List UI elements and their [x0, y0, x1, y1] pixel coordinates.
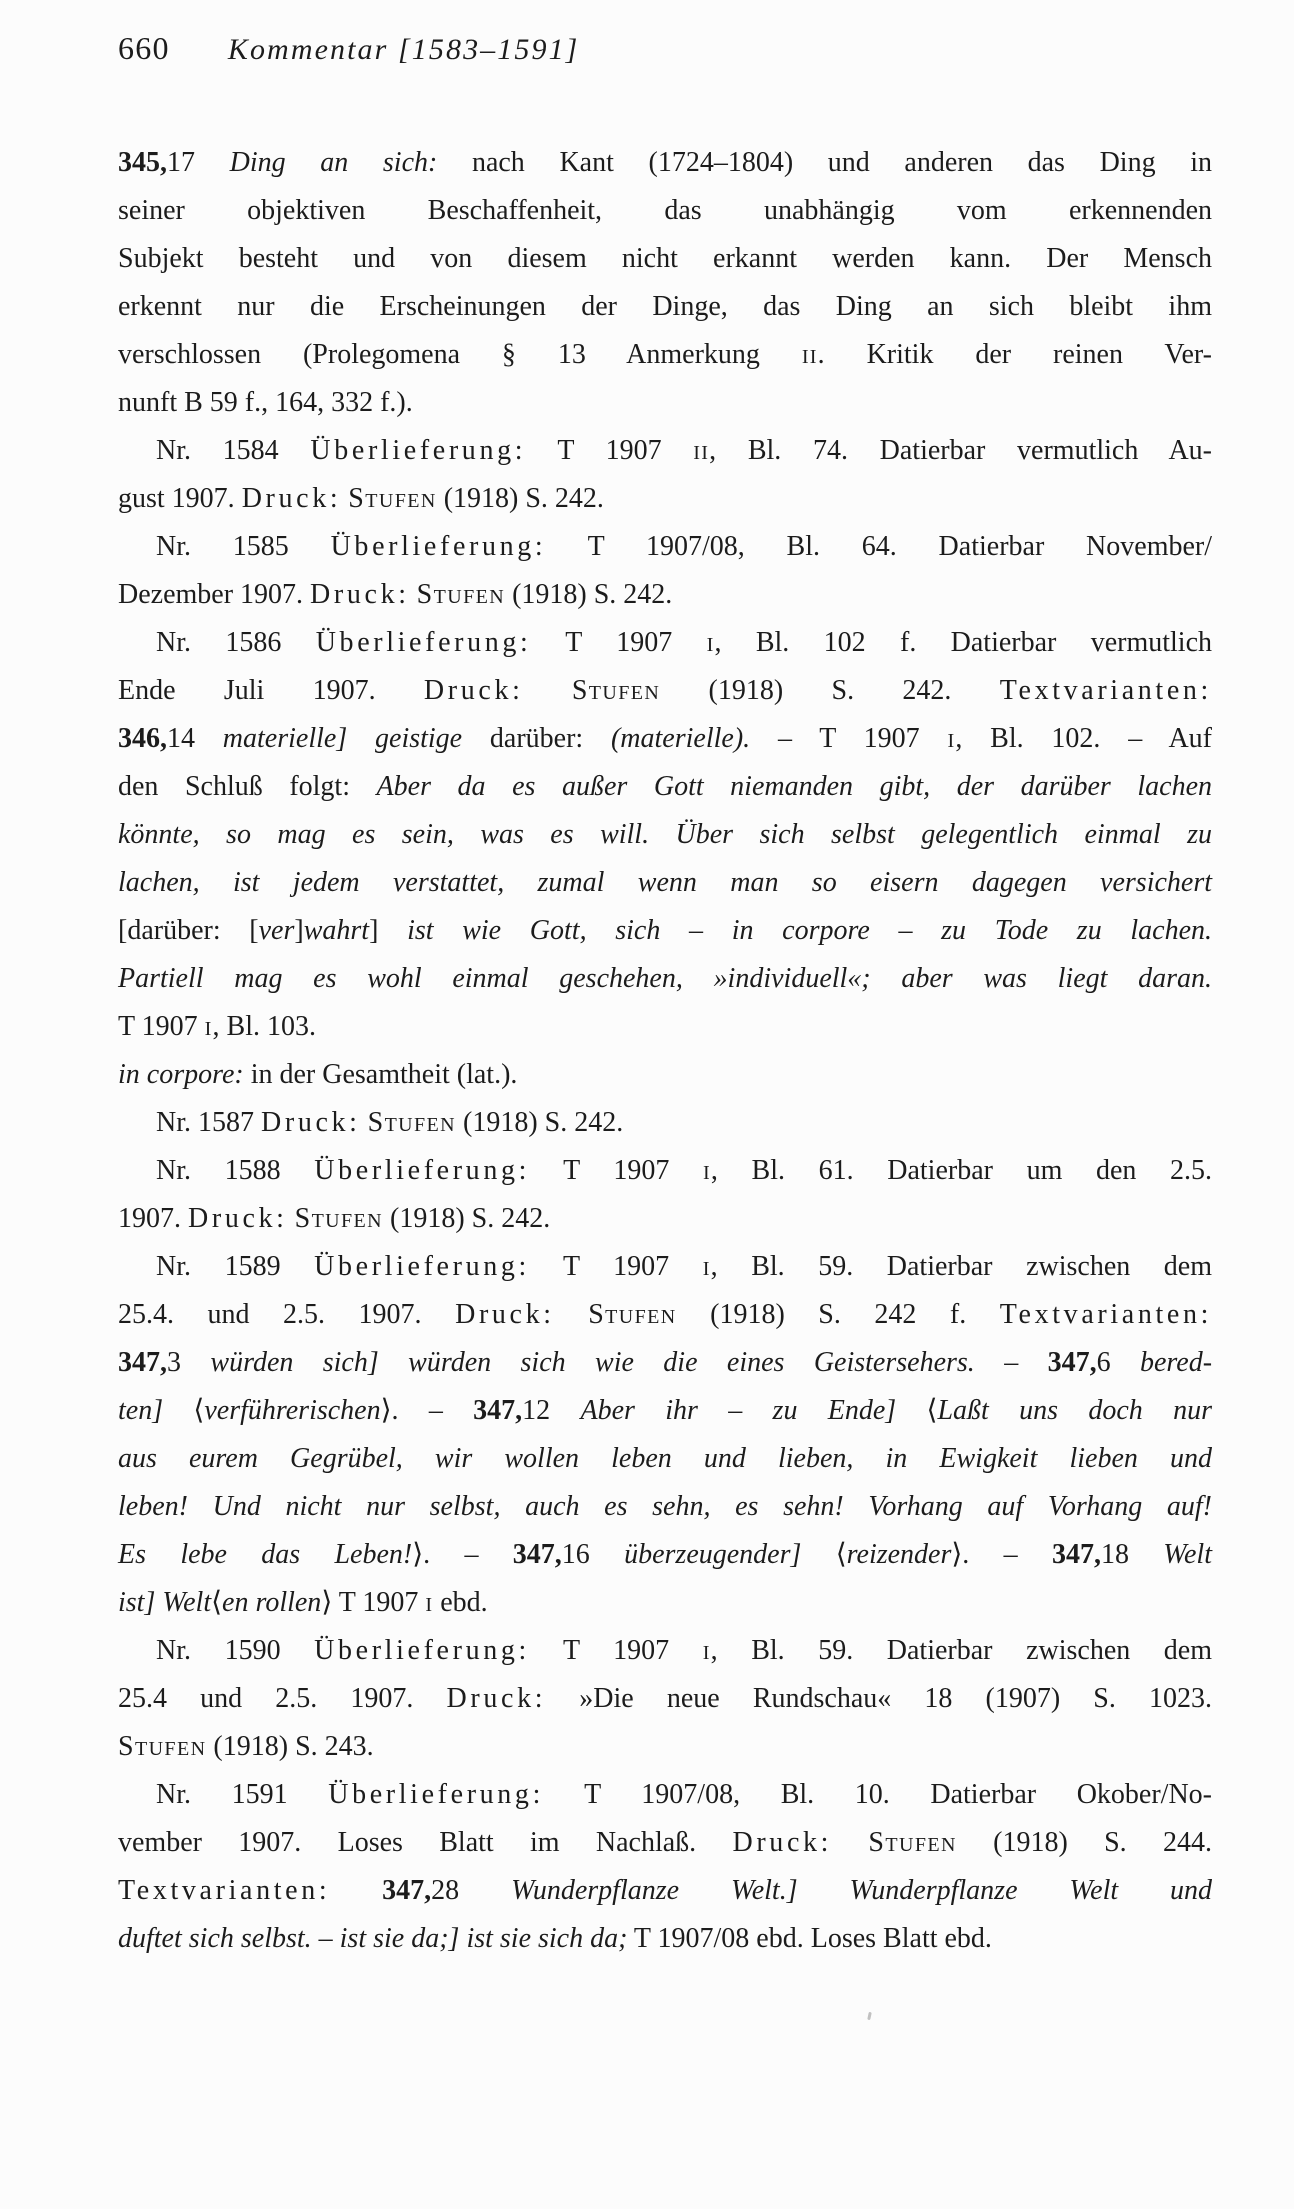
text-run-n: Nr. 1585	[156, 531, 331, 562]
text-line	[118, 1675, 1212, 1723]
text-line	[118, 1051, 1212, 1099]
text-run-i: geistige	[375, 723, 463, 754]
text-run-i: würden sich]	[210, 1347, 379, 1378]
text-run-n: Nr. 1590	[156, 1635, 315, 1666]
text-line	[118, 427, 1212, 475]
text-run-sp: Druck:	[455, 1299, 555, 1330]
text-line	[118, 1339, 1212, 1387]
text-run-rn: I	[425, 1594, 434, 1616]
text-line	[118, 1819, 1212, 1867]
text-run-b: 347,	[512, 1539, 562, 1570]
text-line	[118, 283, 1212, 331]
text-run-i: wahrt	[303, 915, 370, 946]
text-run-n: ⟩. –	[380, 1395, 474, 1426]
text-line	[118, 715, 1212, 763]
text-run-n: T 1907/08, Bl. 10. Datierbar Okober/No-	[544, 1779, 1212, 1810]
text-line	[118, 1723, 1212, 1771]
text-line	[118, 1627, 1212, 1675]
text-run-i: Wunderpflanze Welt.]	[511, 1875, 798, 1906]
text-run-i: Aber da es außer Gott niemanden gibt, der darüber lachen	[376, 771, 1212, 802]
text-block	[118, 139, 1212, 1963]
text-run-sc: Stufen	[588, 1299, 677, 1330]
text-run-i: überzeugender]	[624, 1539, 802, 1570]
text-run-n: 28	[431, 1875, 512, 1906]
text-run-n: ]	[369, 915, 408, 946]
text-run-n: – T 1907	[750, 723, 948, 754]
text-run-sc: Stufen	[416, 579, 506, 610]
text-run-n: Nr. 1591	[156, 1779, 329, 1810]
text-line	[118, 763, 1212, 811]
text-run-n: , Bl. 102 f. Datierbar vermutlich	[714, 627, 1213, 658]
text-run-i: bered-	[1140, 1347, 1213, 1378]
text-line	[118, 1387, 1212, 1435]
text-run-i: Es lebe das Leben!	[118, 1539, 413, 1570]
text-run-n: erkennt nur die Erscheinungen der Dinge, das Ding an sich bleibt ihm	[118, 291, 1212, 322]
text-run-i: ver	[258, 915, 295, 946]
text-run-n: Ende Juli 1907.	[118, 675, 424, 706]
text-run-rn: I	[702, 1258, 711, 1280]
text-run-n	[288, 1203, 295, 1234]
text-run-n: (1918) S. 243.	[206, 1731, 374, 1762]
text-run-n	[379, 1347, 408, 1378]
text-run-n: 3	[167, 1347, 211, 1378]
text-run-sc: Stufen	[348, 483, 437, 514]
text-line	[118, 1195, 1212, 1243]
text-run-n	[361, 1107, 368, 1138]
text-run-i: (materielle).	[610, 723, 751, 754]
text-run-n	[832, 1827, 868, 1858]
text-run-sp: Überlieferung:	[314, 1251, 530, 1282]
text-run-sp: Druck:	[732, 1827, 833, 1858]
text-run-sp: Druck:	[241, 483, 342, 514]
text-line	[118, 955, 1212, 1003]
text-line	[118, 1579, 1212, 1627]
scan-speck	[867, 2012, 872, 2020]
text-run-b: 345,	[118, 147, 167, 178]
text-run-n: Nr. 1589	[156, 1251, 315, 1282]
text-run-i: Partiell mag es wohl einmal geschehen, »individuell«; aber was liegt daran.	[118, 963, 1212, 994]
text-run-n: (1918) S. 242.	[505, 579, 673, 610]
text-run-sp: Überlieferung:	[314, 1155, 531, 1186]
text-run-i: könnte, so mag es sein, was es will. Über sich selbst gelegentlich einmal zu	[118, 819, 1212, 850]
text-line	[118, 1867, 1212, 1915]
text-run-n: Nr. 1588	[156, 1155, 315, 1186]
text-run-b: 347,	[382, 1875, 432, 1906]
text-run-sc: Stufen	[571, 675, 661, 706]
text-line	[118, 379, 1212, 427]
text-run-i: Ding an sich:	[229, 147, 438, 178]
text-run-sp: Textvarianten:	[999, 675, 1212, 706]
text-run-n	[410, 579, 417, 610]
text-run-i: ist wie Gott, sich – in corpore – zu Tode zu lachen.	[407, 915, 1213, 946]
text-run-n: nach Kant (1724–1804) und anderen das Ding in	[437, 147, 1212, 178]
text-run-n: , Bl. 74. Datierbar vermutlich Au-	[709, 435, 1213, 466]
text-run-n: , Bl. 59. Datierbar zwischen dem	[710, 1251, 1213, 1282]
text-line	[118, 331, 1212, 379]
text-run-n: ⟨	[896, 1395, 938, 1426]
text-line	[118, 1771, 1212, 1819]
text-run-n: T 1907/08 ebd. Loses Blatt ebd.	[627, 1923, 992, 1954]
text-run-i: duftet sich selbst. – ist sie da;]	[118, 1923, 460, 1954]
text-run-n: ⟨	[211, 1587, 223, 1618]
text-run-n: ⟩. –	[412, 1539, 513, 1570]
text-run-n: T 1907	[526, 435, 694, 466]
text-run-n: 25.4 und 2.5. 1907.	[118, 1683, 447, 1714]
text-run-n: T 1907	[529, 1251, 703, 1282]
text-run-n: T 1907	[530, 1155, 703, 1186]
text-run-i: en rollen	[222, 1587, 322, 1618]
text-run-n	[555, 1299, 589, 1330]
text-run-n: vember 1907. Loses Blatt im Nachlaß.	[118, 1827, 733, 1858]
text-run-n: 25.4. und 2.5. 1907.	[118, 1299, 456, 1330]
text-run-n	[330, 1875, 382, 1906]
text-run-n: ⟩. –	[951, 1539, 1052, 1570]
text-line	[118, 571, 1212, 619]
text-line	[118, 1483, 1212, 1531]
text-run-n: ⟩ T 1907	[321, 1587, 426, 1618]
text-run-sp: Druck:	[261, 1107, 361, 1138]
text-run-rn: I	[204, 1018, 213, 1040]
text-run-n: in der Gesamtheit (lat.).	[243, 1059, 518, 1090]
page-header	[118, 28, 1212, 75]
text-run-sc: Stufen	[118, 1731, 207, 1762]
text-run-sp: Druck:	[310, 579, 410, 610]
text-line	[118, 667, 1212, 715]
text-run-i: Welt	[1163, 1539, 1212, 1570]
text-line	[118, 1003, 1212, 1051]
text-run-n: ]	[294, 915, 304, 946]
text-run-i: aus eurem Gegrübel, wir wollen leben und lieben, in Ewigkeit lieben und	[118, 1443, 1212, 1474]
text-run-n: , Bl. 61. Datierbar um den 2.5.	[710, 1155, 1213, 1186]
text-run-n: gust 1907.	[118, 483, 242, 514]
text-run-n: [darüber: [	[118, 915, 259, 946]
text-run-b: 347,	[118, 1347, 167, 1378]
text-run-sp: Druck:	[446, 1683, 547, 1714]
text-run-rn: II	[801, 346, 818, 368]
text-run-n: , Bl. 59. Datierbar zwischen dem	[710, 1635, 1213, 1666]
text-run-sp: Druck:	[423, 675, 524, 706]
text-run-n: ⟨	[163, 1395, 205, 1426]
text-run-n: , Bl. 103.	[212, 1011, 316, 1042]
text-run-sp: Überlieferung:	[314, 1635, 530, 1666]
text-run-n	[347, 723, 375, 754]
text-run-n: ⟨	[801, 1539, 847, 1570]
text-run-n: verschlossen (Prolegomena § 13 Anmerkung	[118, 339, 802, 370]
text-run-n: Nr. 1587	[156, 1107, 261, 1138]
text-run-n: (1918) S. 242.	[456, 1107, 624, 1138]
text-run-n: T 1907	[118, 1011, 205, 1042]
page-number: 660	[118, 30, 170, 66]
running-title: Kommentar [1583–1591]	[227, 33, 580, 66]
text-run-n: Nr. 1584	[156, 435, 311, 466]
text-line	[118, 1531, 1212, 1579]
text-line	[118, 523, 1212, 571]
text-run-n: 12	[522, 1395, 581, 1426]
text-run-rn: I	[706, 634, 715, 656]
text-line	[118, 139, 1212, 187]
text-run-n: (1918) S. 242.	[660, 675, 1000, 706]
text-run-i: Laßt uns doch nur	[937, 1395, 1212, 1426]
text-run-n: 1907.	[118, 1203, 188, 1234]
text-run-n: Dezember 1907.	[118, 579, 311, 610]
text-line	[118, 1291, 1212, 1339]
text-run-rn: I	[947, 730, 956, 752]
text-line	[118, 619, 1212, 667]
text-run-i: ist sie sich da;	[466, 1923, 628, 1954]
text-run-n: ebd.	[433, 1587, 488, 1618]
text-run-sp: Textvarianten:	[118, 1875, 331, 1906]
text-run-sc: Stufen	[367, 1107, 457, 1138]
text-line	[118, 1147, 1212, 1195]
text-run-sp: Druck:	[188, 1203, 288, 1234]
text-run-n: 17	[167, 147, 230, 178]
text-run-rn: II	[693, 442, 710, 464]
text-run-i: ist] Welt	[118, 1587, 212, 1618]
text-run-sp: Überlieferung:	[330, 531, 547, 562]
text-line	[118, 475, 1212, 523]
text-run-b: 347,	[1051, 1539, 1101, 1570]
text-run-sp: Überlieferung:	[310, 435, 527, 466]
text-run-sc: Stufen	[868, 1827, 957, 1858]
text-run-n: seiner objektiven Beschaffenheit, das unabhängig vom erkennenden	[118, 195, 1212, 226]
text-line	[118, 1099, 1212, 1147]
text-run-rn: I	[703, 1162, 711, 1184]
text-line	[118, 1915, 1212, 1963]
text-run-n: T 1907/08, Bl. 64. Datierbar November/	[546, 531, 1213, 562]
text-run-n	[524, 675, 572, 706]
text-run-i: würden sich wie die eines Geistersehers.	[408, 1347, 975, 1378]
text-run-i: in corpore:	[118, 1059, 244, 1090]
text-run-n: 6	[1096, 1347, 1140, 1378]
text-line	[118, 187, 1212, 235]
text-run-n: 16	[561, 1539, 625, 1570]
text-run-i: Wunderpflanze Welt und	[849, 1875, 1213, 1906]
text-run-sp: Überlieferung:	[328, 1779, 544, 1810]
text-line	[118, 859, 1212, 907]
text-run-i: lachen, ist jedem verstattet, zumal wenn man so eisern dagegen versichert	[118, 867, 1212, 898]
text-run-n: den Schluß folgt:	[118, 771, 377, 802]
text-run-i: verführerischen	[204, 1395, 381, 1426]
text-run-n: »Die neue Rundschau« 18 (1907) S. 1023.	[546, 1683, 1213, 1714]
text-run-n: (1918) S. 242.	[436, 483, 604, 514]
text-run-n: 18	[1100, 1539, 1164, 1570]
text-run-n: darüber:	[462, 723, 611, 754]
text-line	[118, 907, 1212, 955]
text-run-n	[798, 1875, 850, 1906]
text-run-n: , Bl. 102. – Auf	[955, 723, 1212, 754]
text-run-n: (1918) S. 242.	[383, 1203, 551, 1234]
text-run-n: Subjekt besteht und von diesem nicht erkannt werden kann. Der Mensch	[118, 243, 1212, 274]
text-run-b: 347,	[1047, 1347, 1097, 1378]
text-run-sp: Textvarianten:	[999, 1299, 1213, 1330]
text-run-rn: I	[702, 1642, 711, 1664]
text-run-n: (1918) S. 244.	[956, 1827, 1213, 1858]
text-run-n: T 1907	[531, 627, 707, 658]
text-run-i: materielle]	[222, 723, 348, 754]
text-run-i: leben! Und nicht nur selbst, auch es sehn, es sehn! Vorhang auf Vorhang auf!	[118, 1491, 1212, 1522]
text-line	[118, 1435, 1212, 1483]
text-line	[118, 811, 1212, 859]
text-run-n: Nr. 1586	[156, 627, 316, 658]
text-run-n: T 1907	[529, 1635, 703, 1666]
text-line	[118, 235, 1212, 283]
text-run-i: Aber ihr – zu Ende]	[580, 1395, 897, 1426]
text-run-sc: Stufen	[294, 1203, 384, 1234]
text-run-b: 346,	[118, 723, 167, 754]
text-run-sp: Überlieferung:	[315, 627, 532, 658]
text-run-b: 347,	[473, 1395, 523, 1426]
text-run-n: –	[974, 1347, 1048, 1378]
text-run-n: 14	[167, 723, 223, 754]
text-run-i: ten]	[118, 1395, 164, 1426]
text-run-n: nunft B 59 f., 164, 332 f.).	[118, 387, 413, 418]
text-line	[118, 1243, 1212, 1291]
text-run-i: reizender	[846, 1539, 952, 1570]
text-run-n: (1918) S. 242 f.	[676, 1299, 1000, 1330]
text-run-n: . Kritik der reinen Ver-	[817, 339, 1212, 370]
